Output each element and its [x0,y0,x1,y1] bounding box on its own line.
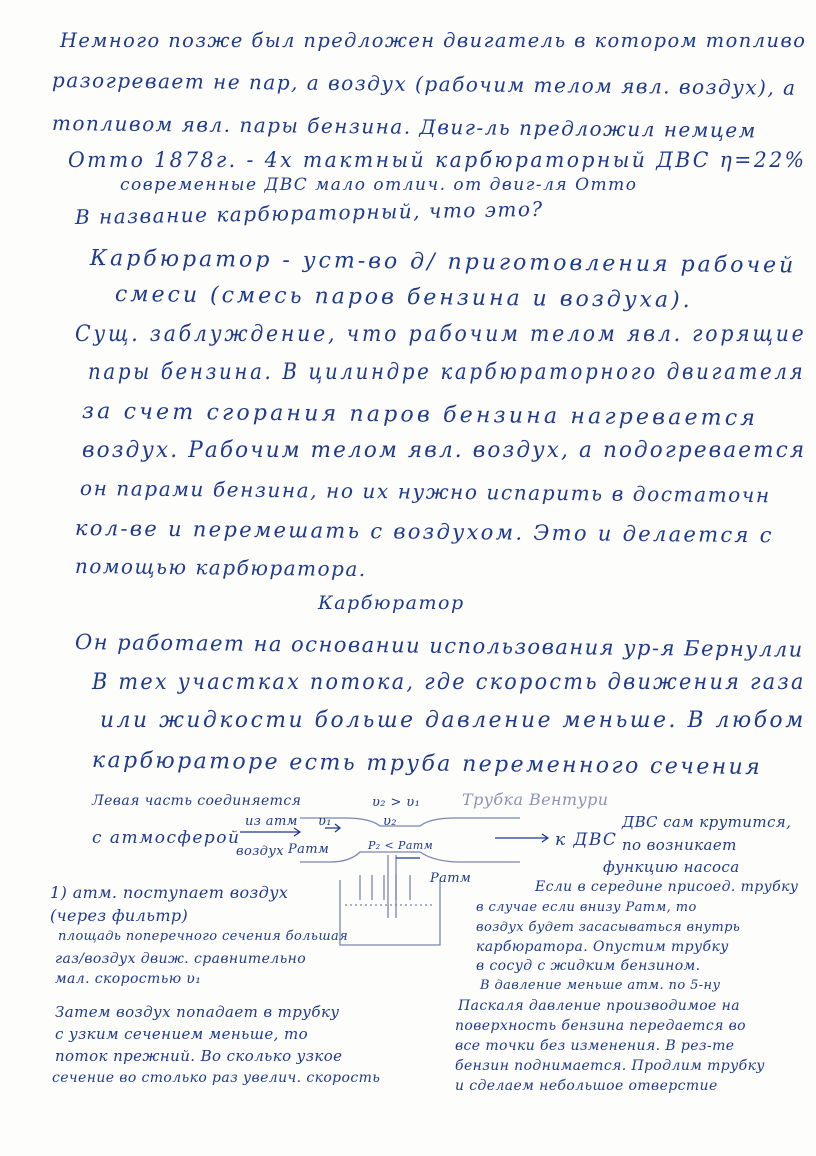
left-note-2: (через фильтр) [50,906,189,925]
right-note-5: в сосуд с жидким бензином. [476,958,701,974]
text-line-8: смеси (смесь паров бензина и воздуха). [114,282,693,314]
text-line-12: воздух. Рабочим телом явл. воздух, а подогревается [82,438,807,463]
text-line-11: за счет сгорания паров бензина нагревается [81,399,759,432]
left-note-3: площадь поперечного сечения большая [58,929,349,944]
left-note-4: газ/воздух движ. сравнительно [55,951,307,967]
right-note-10: бензин поднимается. Продлим трубку [455,1058,765,1074]
left-bottom-2: с узким сечением меньше, то [55,1025,309,1043]
v2-label: υ₂ [383,814,397,829]
text-line-13: он парами бензина, но их нужно испарить в достаточн [79,476,771,508]
right-note-4: карбюратора. Опустим трубку [476,939,729,955]
text-line-3: топливом явл. пары бензина. Двиг-ль предложил немцем [51,111,757,143]
outflow-arrow [495,834,548,842]
left-bottom-4: сечение во столько раз увелич. скорость [52,1070,381,1086]
v1-label: υ₁ [318,814,332,829]
pressure-arrows [360,875,410,900]
left-connection-label: Левая часть соединяется [92,793,302,809]
tube-upper-wall [300,818,520,826]
text-line-7: Карбюратор - уст-во д/ приготовления рабочей [89,246,797,279]
p2-label: P₂ < Pатм [368,839,434,852]
text-line-17: В тех участках потока, где скорость движения газа [92,670,806,695]
ice-note-2: по возникает [622,836,737,854]
left-bottom-1: Затем воздух попадает в трубку [55,1003,340,1021]
p-atm-label: Pатм [288,842,330,857]
text-line-10: пары бензина. В цилиндре карбюраторного двигателя [88,360,806,385]
ice-note-3: функцию насоса [603,858,740,876]
text-line-16: Он работает на основании использования ур-я Бернулли [74,630,804,662]
text-line-19: карбюраторе есть труба переменного сечения [91,748,763,781]
inflow-arrow [240,828,300,836]
left-note-1: 1) атм. поступает воздух [50,883,289,902]
left-note-5: мал. скоростью υ₁ [55,971,202,987]
text-line-14: кол-ве и перемешать с воздухом. Это и делается с [74,516,774,548]
left-bottom-3: поток прежний. Во сколько узкое [55,1047,343,1065]
right-note-8: поверхность бензина передается во [455,1018,746,1034]
text-line-6: В название карбюраторный, что это? [74,196,544,229]
text-line-5: современные ДВС мало отлич. от двиг-ля Отто [120,175,638,195]
ice-note-1: ДВС сам крутится, [622,813,792,831]
right-note-2: в случае если внизу Pатм, то [476,900,697,915]
right-note-6: В давление меньше атм. по 5-ну [480,978,721,993]
text-line-4: Отто 1878г. - 4х тактный карбюраторный ДВС η=22% [68,148,807,172]
inner-tube [388,855,396,918]
fuel-vessel [340,880,440,945]
right-note-7: Паскаля давление производимое на [458,998,740,1014]
venturi-label: Трубка Вентури [462,790,609,809]
right-note-11: и сделаем небольшое отверстие [455,1078,718,1094]
text-line-18: или жидкости больше давление меньше. В любом [100,708,806,733]
p-atm-vessel-label: Pатм [430,871,472,886]
from-atm-label: из атм [245,814,298,829]
section-heading: Карбюратор [318,592,465,614]
text-line-9: Сущ. заблуждение, что рабочим телом явл. горящие [75,322,807,347]
tube-lower-wall [300,852,520,862]
text-line-2: разогревает не пар, а воздух (рабочим телом явл. воздух), а [51,68,797,100]
air-label: воздух [236,844,284,859]
right-note-3: воздух будет засасываться внутрь [476,920,741,935]
text-line-15: помощью карбюратора. [74,554,367,582]
atmosphere-label: с атмосферой [92,828,241,848]
text-line-1: Немного позже был предложен двигатель в котором топливо [60,28,807,52]
right-note-9: все точки без изменения. В рез-те [455,1038,735,1054]
to-ice-label: к ДВС [555,830,618,850]
right-note-1: Если в середине присоед. трубку [535,879,799,895]
v2-gt-v1-label: υ₂ > υ₁ [372,795,421,810]
